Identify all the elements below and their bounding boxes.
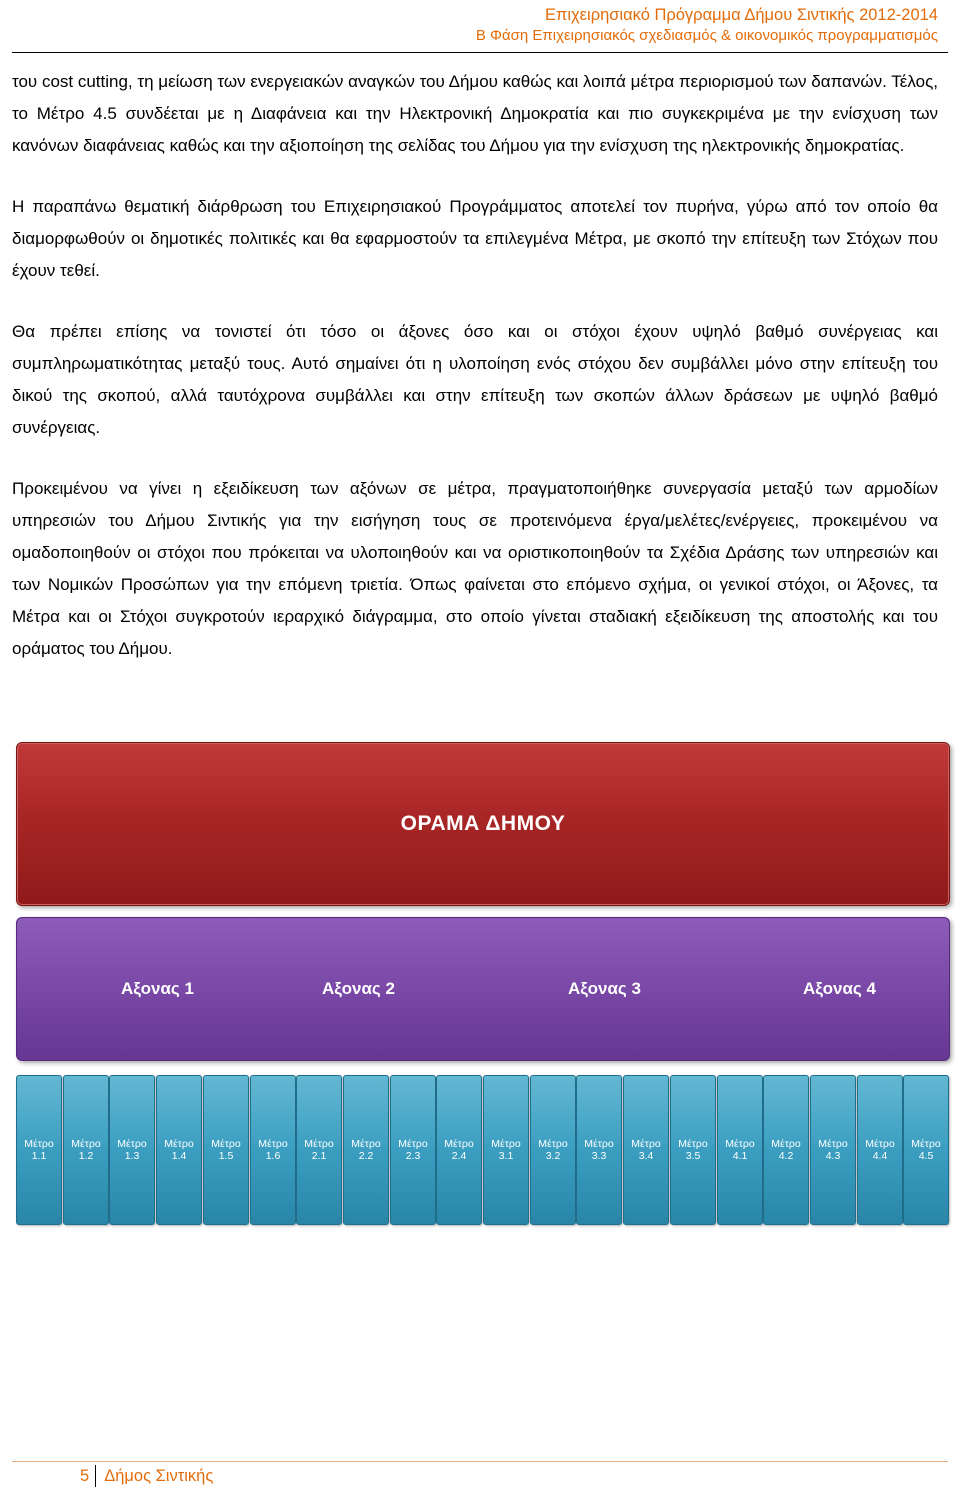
measure-word: Μέτρο [911, 1138, 941, 1150]
measure-number: 4.3 [825, 1150, 841, 1162]
footer-org: Δήμος Σιντικής [104, 1466, 214, 1485]
axis-label-2: Αξονας 2 [322, 979, 395, 998]
measure-number: 3.4 [638, 1150, 654, 1162]
header-subtitle: Β Φάση Επιχειρησιακός σχεδιασμός & οικονομικός προγραμματισμός [475, 27, 938, 44]
measure-word: Μέτρο [351, 1138, 381, 1150]
paragraph-1: του cost cutting, τη μείωση των ενεργειακών αναγκών του Δήμου καθώς και λοιπά μέτρα περιορισμού των δαπανών. Τέλος, το Μέτρο 4.5 συνδέεται με η Διαφάνεια και την Ηλεκτρονική Δημοκρατία και πιο συγκεκριμένα με την ενίσχυση των κανόνων διαφάνειας καθώς και την αξιοποίηση της σελίδας του Δήμου για την ενίσχυση της ηλεκτρονικής δημοκρατίας. [12, 72, 939, 155]
measure-box [203, 1075, 249, 1225]
page-footer [80, 1465, 213, 1487]
measure-box [903, 1075, 949, 1225]
measure-number: 2.2 [358, 1150, 374, 1162]
paragraph-2: Η παραπάνω θεματική διάρθρωση του Επιχειρησιακού Προγράμματος αποτελεί τον πυρήνα, γύρω από τον οποίο θα διαμορφωθούν οι δημοτικές πολιτικές και θα εφαρμοστούν τα επιλεγμένα Μέτρα, με σκοπό την επίτευξη των Στόχων που έχουν τεθεί. [12, 197, 938, 280]
measure-box [763, 1075, 809, 1225]
measure-number: 2.4 [451, 1150, 467, 1162]
axis-label-4: Αξονας 4 [803, 979, 876, 998]
paragraph-4: Προκειμένου να γίνει η εξειδίκευση των αξόνων σε μέτρα, πραγματοποιήθηκε συνεργασία μεταξύ των αρμοδίων υπηρεσιών του Δήμου Σιντικής για την εισήγηση τους σε προτεινόμενα έργα/μελέτες/ενέργειες, προκειμένου να ομαδοποιηθούν οι στόχοι που πρόκειται να υλοποιηθούν και να οριστικοποιηθούν τα Σχέδια Δράσης των υπηρεσιών και των Νομικών Προσώπων για την επόμενη τριετία. Όπως φαίνεται στο επόμενο σχήμα, οι γενικοί στόχοι, οι Άξονες, τα Μέτρα και οι Στόχοι συγκροτούν ιεραρχικό διάγραμμα, στο οποίο γίνεται σταδιακή εξειδίκευση της αποστολής και του οράματος του Δήμου. [12, 479, 938, 658]
measure-box [390, 1075, 436, 1225]
axes-box [16, 917, 950, 1061]
measure-word: Μέτρο [211, 1138, 241, 1150]
measure-box [670, 1075, 716, 1225]
measure-number: 1.1 [31, 1150, 47, 1162]
header-title: Επιχειρησιακό Πρόγραμμα Δήμου Σιντικής 2012-2014 [544, 6, 938, 24]
paragraph-3: Θα πρέπει επίσης να τονιστεί ότι τόσο οι άξονες όσο και οι στόχοι έχουν υψηλό βαθμό συνέργειας και συμπληρωματικότητας μεταξύ τους. Αυτό σημαίνει ότι η υλοποίηση ενός στόχου δεν συμβάλλει μόνο στην επίτευξη του δικού της σκοπού, αλλά ταυτόχρονα συμβάλλει και στην επίτευξη των σκοπών άλλων δράσεων με υψηλό βαθμό συνέργειας. [12, 322, 938, 437]
measure-box [530, 1075, 576, 1225]
measures-row [16, 1075, 952, 1225]
measure-number: 1.3 [124, 1150, 140, 1162]
axis-label-1: Αξονας 1 [121, 979, 194, 998]
measure-word: Μέτρο [865, 1138, 895, 1150]
measure-box [857, 1075, 903, 1225]
measure-word: Μέτρο [24, 1138, 54, 1150]
measure-word: Μέτρο [818, 1138, 848, 1150]
measure-word: Μέτρο [71, 1138, 101, 1150]
measure-box [576, 1075, 622, 1225]
measure-box [16, 1075, 62, 1225]
measure-word: Μέτρο [678, 1138, 708, 1150]
page-header [476, 4, 938, 46]
measure-word: Μέτρο [725, 1138, 755, 1150]
footer-divider [12, 1461, 948, 1462]
vision-label: ΟΡΑΜΑ ΔΗΜΟΥ [400, 812, 566, 835]
measure-word: Μέτρο [584, 1138, 614, 1150]
measure-number: 2.3 [405, 1150, 421, 1162]
measure-word: Μέτρο [631, 1138, 661, 1150]
measure-word: Μέτρο [398, 1138, 428, 1150]
measure-number: 3.3 [591, 1150, 607, 1162]
measure-number: 4.2 [778, 1150, 794, 1162]
measure-box [156, 1075, 202, 1225]
measure-box [810, 1075, 856, 1225]
page-number: 5 [80, 1465, 96, 1487]
measure-number: 3.5 [685, 1150, 701, 1162]
measure-number: 1.5 [218, 1150, 234, 1162]
measure-word: Μέτρο [258, 1138, 288, 1150]
measure-word: Μέτρο [164, 1138, 194, 1150]
body-text [12, 66, 938, 694]
measure-number: 1.6 [265, 1150, 281, 1162]
measure-box [250, 1075, 296, 1225]
measure-number: 2.1 [311, 1150, 327, 1162]
measure-word: Μέτρο [304, 1138, 334, 1150]
measure-number: 4.1 [732, 1150, 748, 1162]
measure-number: 1.2 [78, 1150, 94, 1162]
measure-word: Μέτρο [491, 1138, 521, 1150]
measure-word: Μέτρο [444, 1138, 474, 1150]
measure-box [109, 1075, 155, 1225]
measure-box [343, 1075, 389, 1225]
measure-word: Μέτρο [538, 1138, 568, 1150]
measure-number: 4.5 [918, 1150, 934, 1162]
header-divider [12, 52, 948, 53]
measure-number: 1.4 [171, 1150, 187, 1162]
measure-word: Μέτρο [771, 1138, 801, 1150]
measure-box [623, 1075, 669, 1225]
measure-box [483, 1075, 529, 1225]
measure-box [63, 1075, 109, 1225]
measure-box [436, 1075, 482, 1225]
measure-box [717, 1075, 763, 1225]
hierarchy-diagram [16, 742, 952, 1225]
measure-box [296, 1075, 342, 1225]
measure-number: 4.4 [872, 1150, 888, 1162]
axis-label-3: Αξονας 3 [568, 979, 641, 998]
vision-box [16, 742, 950, 906]
measure-word: Μέτρο [117, 1138, 147, 1150]
measure-number: 3.2 [545, 1150, 561, 1162]
measure-number: 3.1 [498, 1150, 514, 1162]
